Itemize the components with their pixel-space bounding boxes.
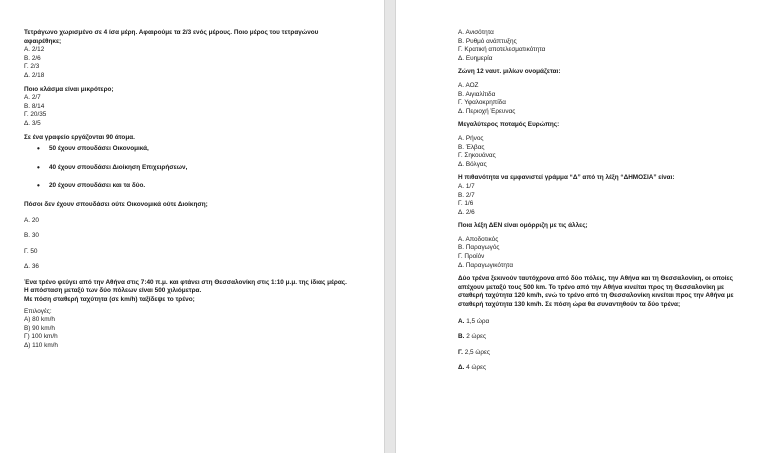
option: Α) 80 km/h (24, 316, 55, 324)
option: Β. Αιγιαλίτιδα (458, 90, 496, 98)
option: Γ. 1/6 (458, 200, 474, 208)
question-probability: Η πιθανότητα να εμφανιστεί γράμμα “Δ” από τη λέξη “ΔΗΜΟΣΙΑ” είναι: (458, 174, 675, 182)
question-12-mile-zone: Ζώνη 12 ναυτ. μιλίων ονομάζεται: (458, 68, 561, 76)
page-content (458, 29, 750, 380)
option: Α. 1/7 (458, 182, 475, 190)
option: Β. Έλβας (458, 143, 485, 151)
option: Δ. Παραγωγικότητα (458, 261, 514, 269)
bullet-list (24, 145, 354, 191)
question-train-speed-line2: Η απόσταση μεταξύ των δύο πόλεων είναι 500 χιλιόμετρα. (24, 287, 202, 295)
question-office-intro: Σε ένα γραφείο εργάζονται 90 άτομα. (24, 133, 135, 141)
option: Γ. 2/3 (24, 63, 40, 71)
option: Γ. 2,5 ώρες (458, 348, 490, 356)
option: Γ. Υφαλοκρηπίδα (458, 99, 506, 107)
option: Β. Ρυθμό ανάπτυξης (458, 37, 517, 45)
option: Β. 8/14 (24, 102, 45, 110)
question-two-trains: Δύο τρένα ξεκινούν ταυτόχρονα από δύο πόλεις, την Αθήνα και τη Θεσσαλονίκη, οι οποίες απέχουν μεταξύ τους 500 km. Το τρένο από την Αθήνα κινείται προς τη Θεσσαλονίκη με σταθερή ταχύτητα 120 km/h, ενώ το τρένο από τη Θεσσαλονίκη κινείται προς την Αθήνα με σταθερή ταχύτητα 130 km/h. Σε πόση ώρα θα συναντηθούν τα δύο τρένα; (458, 275, 734, 309)
option: Δ. 36 (24, 263, 39, 271)
option: Γ. Προϊόν (458, 253, 485, 261)
choices-label: Επιλογές: (24, 307, 52, 315)
question-office: Πόσοι δεν έχουν σπουδάσει ούτε Οικονομικά ούτε Διοίκηση; (24, 200, 208, 208)
bullet-item: • 50 έχουν σπουδάσει Οικονομικά, (24, 145, 354, 154)
question-train-speed-line3: Με πόση σταθερή ταχύτητα (σε km/h) ταξίδεψε το τρένο; (24, 296, 195, 304)
option: Δ. Βόλγας (458, 160, 487, 168)
page-content (24, 29, 354, 351)
bullet-item: • 40 έχουν σπουδάσει Διοίκηση Επιχειρήσεων, (24, 164, 354, 173)
option: Δ. Ευημερία (458, 54, 493, 62)
question-largest-river: Μεγαλύτερος ποταμός Ευρώπης: (458, 121, 560, 129)
question-smallest-fraction: Ποιο κλάσμα είναι μικρότερο; (24, 85, 114, 93)
question-fraction-square: Τετράγωνο χωρισμένο σε 4 ίσα μέρη. Αφαιρούμε τα 2/3 ενός μέρους. Ποιο μέρος του τετραγώνου αφαιρέθηκε; (24, 29, 319, 45)
page-gutter (384, 0, 396, 453)
option: Β. 2 ώρες (458, 333, 487, 341)
bullet-item: • 20 έχουν σπουδάσει και τα δύο. (24, 182, 354, 191)
option: Α. ΑΟΖ (458, 81, 479, 89)
option: Γ. Σηκουάνας (458, 152, 496, 160)
option: Β. 2/7 (458, 191, 475, 199)
option: Γ. Κρατική αποτελεσματικότητα (458, 46, 546, 54)
option: Δ. 4 ώρες (458, 364, 487, 372)
option: Δ) 110 km/h (24, 342, 58, 350)
option: Δ. 2/18 (24, 71, 45, 79)
option: Γ. 50 (24, 247, 38, 255)
option: Α. 20 (24, 216, 39, 224)
document-page-right (396, 0, 768, 453)
option: Α. 2/12 (24, 46, 45, 54)
option: Α. Ανισότητα (458, 29, 494, 36)
option: Α. 1,5 ώρα (458, 317, 490, 325)
option: Α. Ρήνος (458, 134, 484, 142)
option: Β) 90 km/h (24, 324, 55, 332)
question-word-root: Ποια λέξη ΔΕΝ είναι ομόρριζη με τις άλλες; (458, 222, 588, 230)
option: Γ) 100 km/h (24, 333, 58, 341)
question-train-speed-line1: Ένα τρένο φεύγει από την Αθήνα στις 7:40 π.μ. και φτάνει στη Θεσσαλονίκη στις 1:10 μ.μ. της ίδιας μέρας. (24, 278, 347, 286)
option: Α. 2/7 (24, 94, 41, 102)
option: Β. 30 (24, 232, 39, 240)
option: Δ. 3/5 (24, 119, 41, 127)
option: Β. Παραγωγός (458, 244, 500, 252)
option: Γ. 20/35 (24, 111, 47, 119)
option: Α. Αποδοτικός (458, 235, 499, 243)
option: Δ. Περιοχή Έρευνας (458, 107, 516, 115)
option: Β. 2/6 (24, 54, 41, 62)
option: Δ. 2/6 (458, 208, 475, 216)
